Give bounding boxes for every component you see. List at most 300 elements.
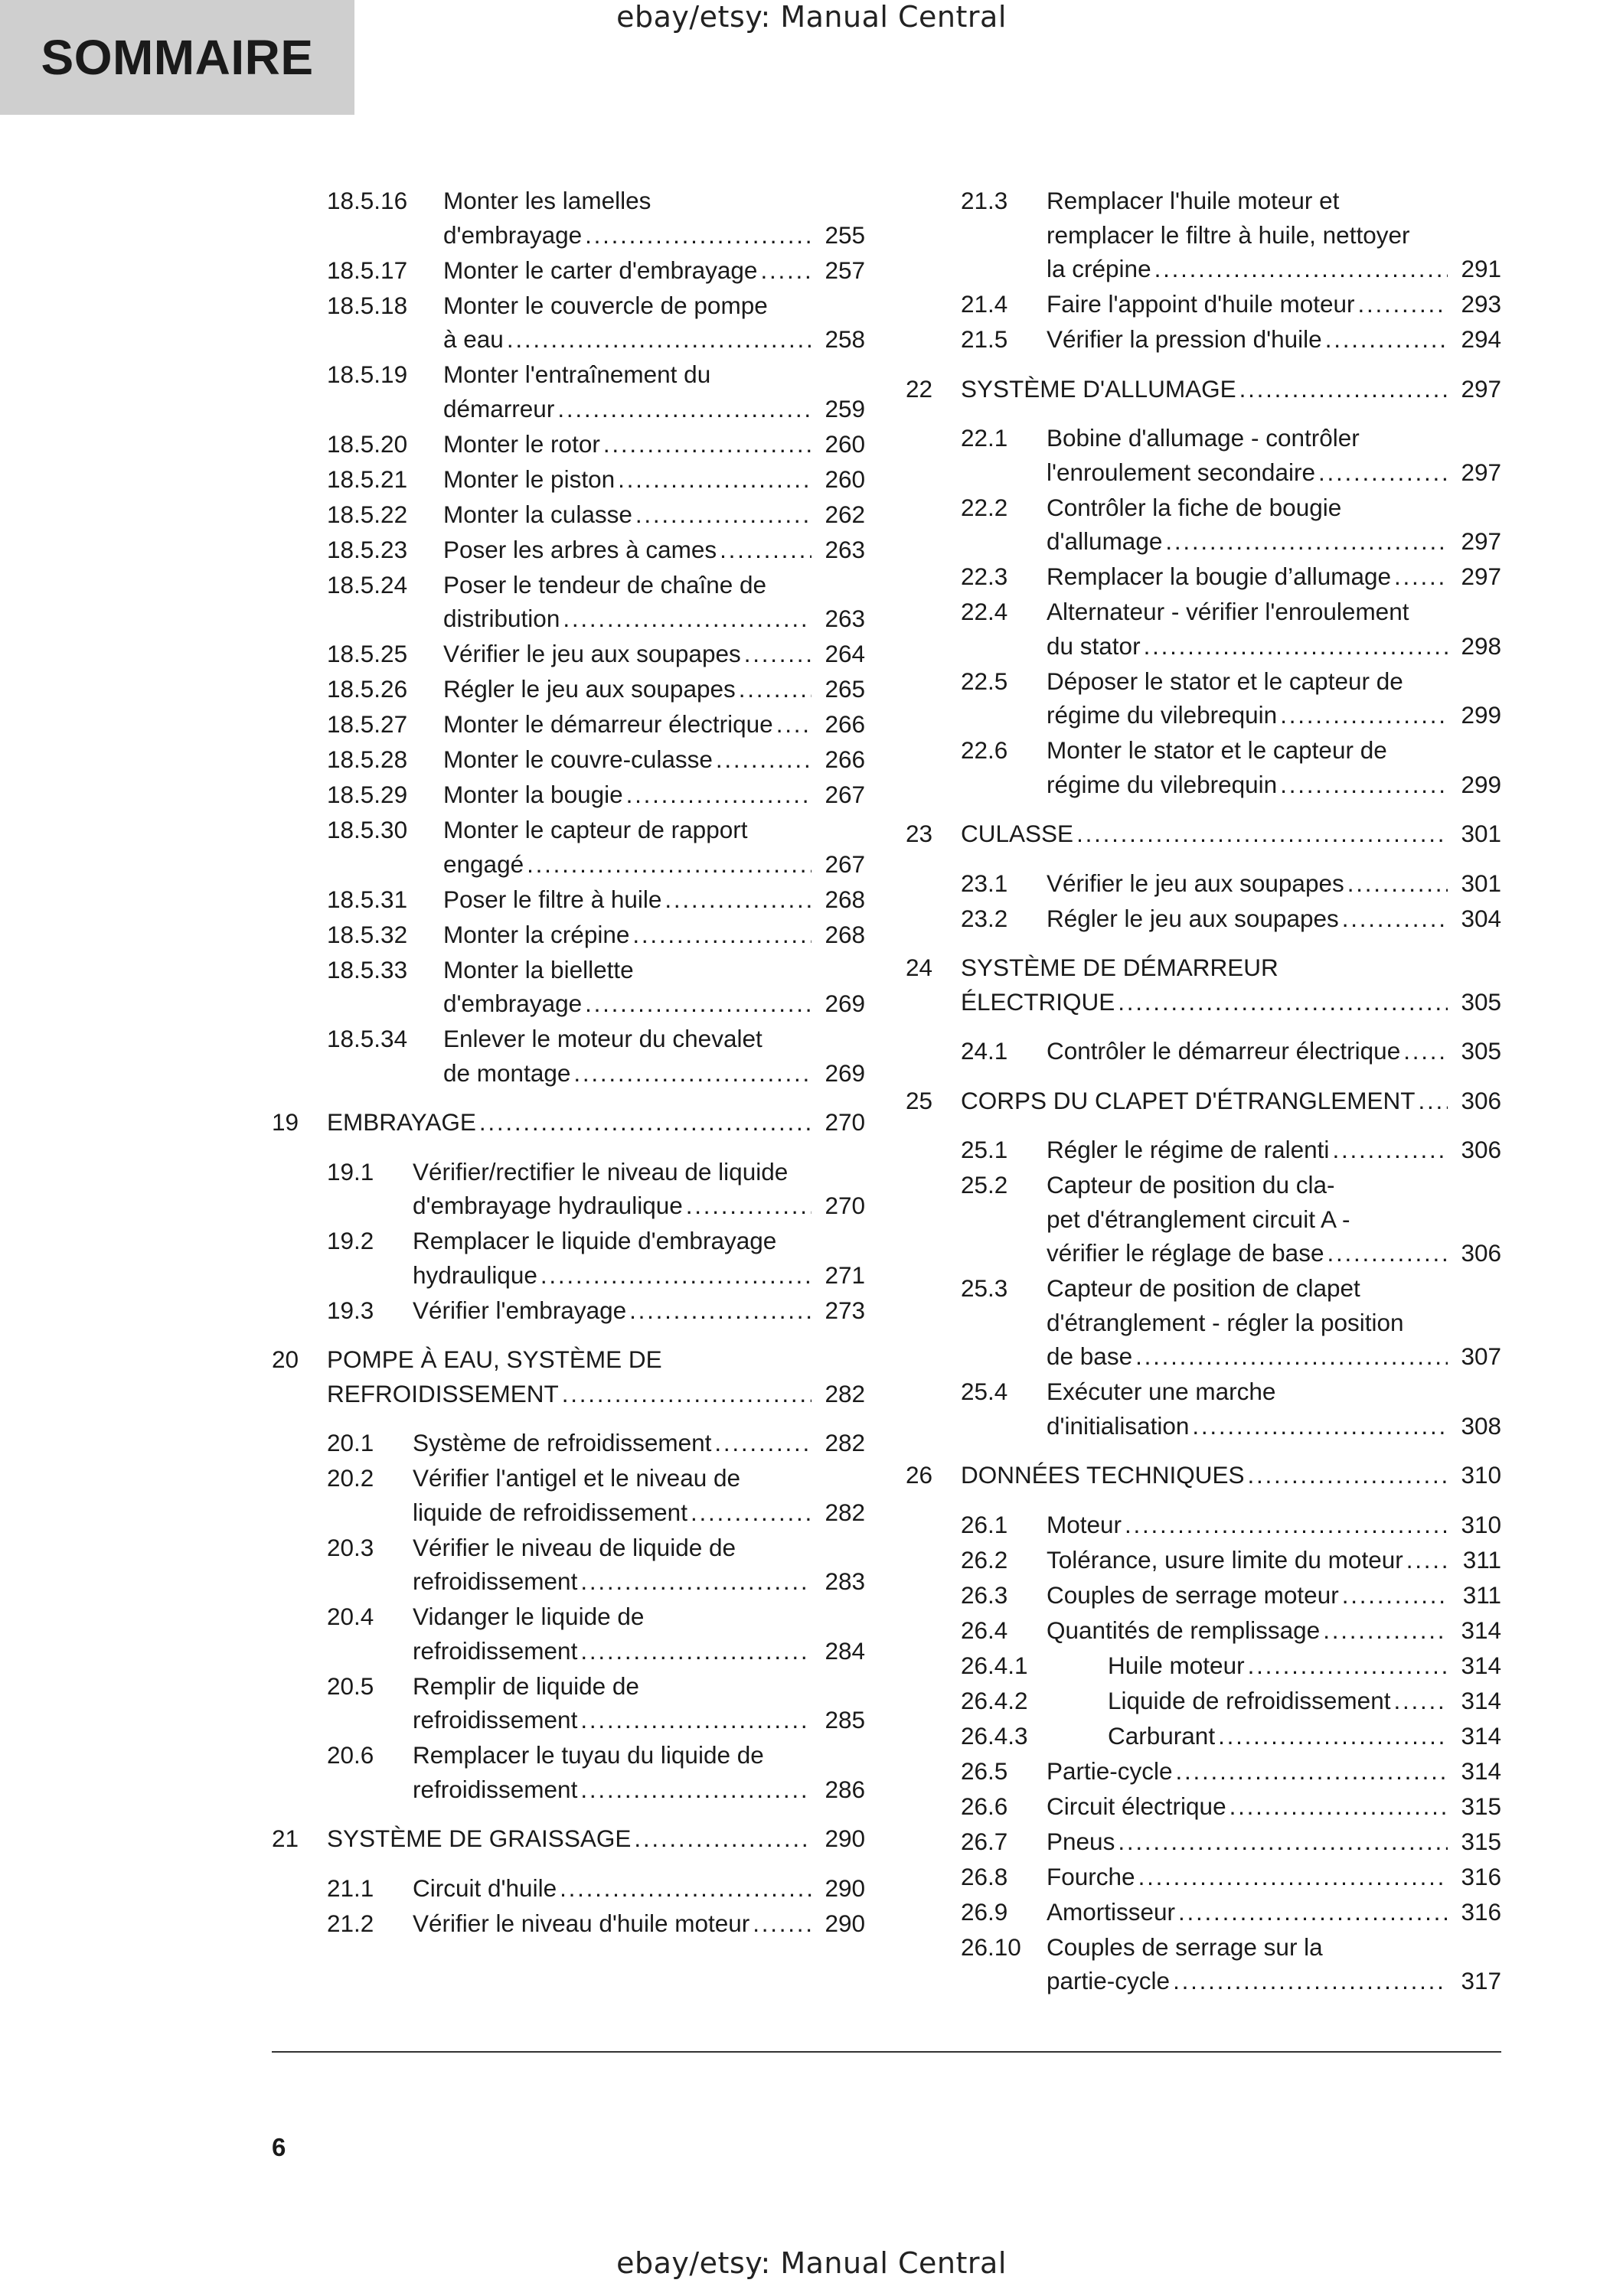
toc-entry-number: 25.4	[961, 1378, 1008, 1405]
toc-entry-body	[413, 1293, 865, 1328]
toc-entry-page: 282	[825, 1429, 865, 1456]
toc-leader-dots	[753, 1906, 812, 1941]
toc-entry-number: 20.3	[327, 1533, 374, 1561]
toc-entry-body	[1047, 1578, 1501, 1613]
toc-entry[interactable]	[272, 742, 865, 777]
toc-leader-dots	[585, 218, 812, 253]
toc-entry-title: Faire l'appoint d'huile moteur	[1047, 290, 1355, 318]
toc-leader-dots	[632, 918, 812, 952]
toc-entry-number: 18.5.21	[327, 465, 408, 493]
toc-entry[interactable]	[272, 1022, 865, 1090]
toc-entry-number: 18.5.17	[327, 256, 408, 284]
toc-entry-number: 26.4.2	[961, 1686, 1028, 1714]
toc-entry-body	[413, 1224, 865, 1292]
toc-entry-number: 18.5.31	[327, 885, 408, 913]
toc-entry[interactable]	[272, 253, 865, 288]
toc-entry[interactable]	[272, 1531, 865, 1599]
toc-leader-dots	[1406, 1543, 1448, 1577]
toc-entry-title: CORPS DU CLAPET D'ÉTRANGLEMENT	[961, 1086, 1416, 1114]
toc-entry-body	[1077, 1684, 1501, 1718]
toc-entry-body	[1047, 902, 1501, 936]
toc-entry-number: 18.5.29	[327, 781, 408, 808]
toc-entry[interactable]	[272, 707, 865, 742]
toc-entry-body	[1047, 559, 1501, 594]
toc-entry[interactable]	[906, 1578, 1501, 1613]
toc-leader-dots	[1135, 1339, 1448, 1374]
toc-entry-title: Monter le couvercle de pompe	[443, 291, 768, 319]
toc-entry-body	[1047, 1930, 1501, 1998]
toc-entry-title: Remplacer le tuyau du liquide de	[413, 1741, 764, 1769]
toc-entry-title: Monter le démarreur électrique	[443, 710, 773, 738]
toc-entry-number: 18.5.25	[327, 640, 408, 667]
toc-entry-title: Vérifier le jeu aux soupapes	[443, 640, 741, 667]
toc-entry[interactable]	[906, 1271, 1501, 1374]
toc-entry-title: refroidissement	[413, 1775, 578, 1803]
toc-entry-title: Couples de serrage sur la	[1047, 1932, 1323, 1961]
toc-entry-number: 20	[272, 1345, 299, 1373]
toc-entry[interactable]	[906, 1789, 1501, 1824]
toc-entry[interactable]	[906, 1084, 1501, 1118]
toc-entry-number: 24.1	[961, 1037, 1008, 1065]
toc-entry[interactable]	[272, 1600, 865, 1668]
toc-entry-body	[413, 1738, 865, 1806]
toc-entry[interactable]	[906, 1930, 1501, 1998]
toc-entry-body	[443, 953, 865, 1021]
toc-entry[interactable]	[906, 421, 1501, 489]
toc-entry-number: 25	[906, 1086, 933, 1114]
toc-entry[interactable]	[906, 491, 1501, 559]
toc-entry-page: 301	[1461, 869, 1501, 897]
toc-entry[interactable]	[906, 1649, 1501, 1683]
toc-entry-title: remplacer le filtre à huile, nettoyer	[1047, 220, 1410, 249]
toc-entry-page: 282	[825, 1379, 865, 1407]
toc-entry[interactable]	[272, 918, 865, 952]
toc-entry[interactable]	[272, 184, 865, 252]
toc-entry-body	[443, 813, 865, 881]
toc-entry-body	[1077, 1719, 1501, 1753]
toc-entry-number: 26.4.3	[961, 1721, 1028, 1750]
toc-entry-title: Monter la bougie	[443, 781, 623, 808]
toc-entry-title: Poser le tendeur de chaîne de	[443, 570, 767, 598]
toc-entry-title: pet d'étranglement circuit A -	[1047, 1205, 1350, 1233]
toc-entry-number: 19.1	[327, 1157, 374, 1186]
toc-entry[interactable]	[272, 1461, 865, 1529]
toc-entry[interactable]	[906, 902, 1501, 936]
toc-entry-body	[1047, 1754, 1501, 1789]
toc-entry-number: 26.2	[961, 1545, 1008, 1574]
toc-entry-title: partie-cycle	[1047, 1967, 1171, 1994]
toc-entry-page: 269	[825, 1058, 865, 1087]
toc-entry-title: Monter le stator et le capteur de	[1047, 736, 1387, 764]
toc-entry[interactable]	[272, 1669, 865, 1737]
toc-entry[interactable]	[906, 817, 1501, 851]
toc-entry[interactable]	[906, 1613, 1501, 1648]
watermark-bottom: ebay/etsy: Manual Central	[616, 2246, 1007, 2280]
toc-entry[interactable]	[272, 882, 865, 917]
toc-entry[interactable]	[272, 1821, 865, 1856]
toc-leader-dots	[1419, 1084, 1448, 1118]
toc-leader-dots	[563, 602, 812, 636]
toc-entry-body	[443, 778, 865, 812]
toc-entry[interactable]	[906, 1375, 1501, 1443]
toc-entry-title: Capteur de position du cla-	[1047, 1171, 1335, 1199]
toc-entry-number: 18.5.34	[327, 1025, 408, 1052]
toc-entry[interactable]	[272, 1293, 865, 1328]
toc-entry-number: 21	[272, 1825, 299, 1852]
toc-entry[interactable]	[906, 1543, 1501, 1577]
toc-entry-page: 314	[1461, 1651, 1501, 1679]
toc-leader-dots	[635, 497, 812, 532]
toc-leader-dots	[1323, 1613, 1448, 1648]
toc-entry-title: refroidissement	[413, 1636, 578, 1665]
toc-entry-body	[443, 462, 865, 497]
toc-entry[interactable]	[906, 1754, 1501, 1789]
toc-entry-title: Poser le filtre à huile	[443, 885, 662, 913]
toc-entry-page: 308	[1461, 1411, 1501, 1440]
toc-entry[interactable]	[906, 1825, 1501, 1859]
toc-entry[interactable]	[272, 289, 865, 357]
toc-entry-number: 18.5.18	[327, 291, 408, 319]
toc-entry-title: Moteur	[1047, 1510, 1122, 1538]
toc-entry[interactable]	[272, 1426, 865, 1460]
toc-entry-page: 316	[1461, 1862, 1501, 1890]
toc-entry-title: Carburant	[1108, 1721, 1216, 1750]
toc-entry-page: 304	[1461, 904, 1501, 932]
toc-leader-dots	[1178, 1895, 1448, 1929]
toc-entry-title: Vérifier le niveau d'huile moteur	[413, 1909, 750, 1937]
toc-entry-title: Vérifier l'antigel et le niveau de	[413, 1464, 741, 1492]
toc-leader-dots	[507, 322, 812, 357]
toc-entry-title: Contrôler la fiche de bougie	[1047, 493, 1342, 521]
toc-entry-page: 263	[825, 605, 865, 632]
toc-entry-title: Partie-cycle	[1047, 1756, 1173, 1785]
toc-entry[interactable]	[272, 1105, 865, 1140]
toc-entry[interactable]	[272, 637, 865, 671]
toc-entry-body	[413, 1426, 865, 1460]
toc-entry-page: 306	[1461, 1239, 1501, 1267]
toc-entry[interactable]	[906, 1719, 1501, 1753]
toc-entry[interactable]	[272, 813, 865, 881]
toc-leader-dots	[1218, 1719, 1448, 1753]
toc-leader-dots	[479, 1105, 812, 1140]
toc-leader-dots	[580, 1703, 812, 1737]
toc-entry-page: 269	[825, 990, 865, 1017]
toc-entry[interactable]	[906, 1895, 1501, 1929]
toc-entry-title: Pneus	[1047, 1827, 1115, 1855]
toc-entry-title: CULASSE	[961, 820, 1074, 847]
toc-entry-title: l'enroulement secondaire	[1047, 458, 1315, 486]
toc-entry[interactable]	[272, 1738, 865, 1806]
toc-entry-number: 26.1	[961, 1510, 1008, 1538]
toc-leader-dots	[776, 707, 812, 742]
toc-leader-dots	[573, 1056, 812, 1091]
toc-entry-number: 26.10	[961, 1932, 1021, 1961]
toc-entry-title: Liquide de refroidissement	[1108, 1686, 1391, 1714]
toc-entry[interactable]	[272, 533, 865, 567]
toc-entry-body	[1047, 1895, 1501, 1929]
toc-entry-number: 21.2	[327, 1909, 374, 1937]
toc-entry[interactable]	[906, 595, 1501, 663]
toc-entry-number: 23.2	[961, 904, 1008, 932]
toc-entry-page: 314	[1461, 1721, 1501, 1750]
toc-entry-number: 22	[906, 374, 933, 403]
toc-entry[interactable]	[906, 1860, 1501, 1894]
toc-entry-title: Vérifier le niveau de liquide de	[413, 1533, 736, 1561]
toc-right-column	[906, 184, 1501, 1999]
toc-entry-page: 311	[1462, 1545, 1501, 1574]
toc-leader-dots	[1118, 985, 1448, 1019]
toc-entry-title: Monter la biellette	[443, 955, 634, 983]
toc-entry-body	[413, 1531, 865, 1599]
toc-entry-title: refroidissement	[413, 1567, 578, 1595]
toc-entry[interactable]	[906, 951, 1501, 1019]
toc-entry-body	[1047, 1271, 1501, 1374]
toc-entry-number: 20.5	[327, 1671, 374, 1700]
toc-entry-number: 26.4	[961, 1616, 1008, 1644]
toc-entry-title: hydraulique	[413, 1261, 537, 1289]
toc-entry-title: Exécuter une marche	[1047, 1378, 1276, 1405]
toc-entry[interactable]	[272, 427, 865, 461]
toc-entry-body	[1047, 1508, 1501, 1542]
toc-entry-page: 284	[825, 1636, 865, 1665]
toc-entry-title: démarreur	[443, 394, 555, 422]
toc-entry[interactable]	[272, 1906, 865, 1941]
toc-leader-dots	[1342, 902, 1448, 936]
toc-entry-body	[443, 568, 865, 636]
toc-leader-dots	[580, 1634, 812, 1668]
toc-entry-number: 22.1	[961, 424, 1008, 452]
toc-entry[interactable]	[906, 1684, 1501, 1718]
toc-entry-page: 306	[1461, 1086, 1501, 1114]
toc-leader-dots	[1280, 698, 1448, 732]
toc-entry-body	[1047, 322, 1501, 357]
toc-entry-number: 23.1	[961, 869, 1008, 897]
toc-entry-number: 19.3	[327, 1296, 374, 1324]
toc-leader-dots	[1394, 559, 1448, 594]
toc-entry-page: 286	[825, 1775, 865, 1803]
toc-entry[interactable]	[272, 778, 865, 812]
toc-entry-page: 268	[825, 885, 865, 913]
toc-entry-number: 26.9	[961, 1897, 1008, 1926]
toc-entry-page: 307	[1461, 1342, 1501, 1370]
toc-entry[interactable]	[906, 372, 1501, 406]
toc-entry-body	[1047, 421, 1501, 489]
toc-entry[interactable]	[906, 287, 1501, 321]
toc-entry-body	[443, 882, 865, 917]
toc-entry-number: 22.6	[961, 736, 1008, 764]
toc-entry[interactable]	[906, 559, 1501, 594]
toc-entry-title: SYSTÈME D'ALLUMAGE	[961, 374, 1236, 403]
toc-leader-dots	[585, 987, 812, 1021]
toc-entry[interactable]	[272, 953, 865, 1021]
toc-entry-number: 18.5.19	[327, 360, 408, 388]
toc-leader-dots	[634, 1821, 812, 1856]
toc-entry-body	[1047, 595, 1501, 663]
toc-entry-body	[1077, 1649, 1501, 1683]
toc-entry-body	[327, 1105, 865, 1140]
toc-entry[interactable]	[906, 1458, 1501, 1492]
toc-entry-page: 270	[825, 1192, 865, 1219]
toc-entry-page: 306	[1461, 1136, 1501, 1163]
toc-entry[interactable]	[272, 462, 865, 497]
toc-entry-page: 273	[825, 1296, 865, 1324]
toc-entry-title: Alternateur - vérifier l'enroulement	[1047, 598, 1409, 625]
toc-entry-title: Remplacer la bougie d’allumage	[1047, 563, 1392, 590]
toc-entry-page: 297	[1461, 458, 1501, 486]
toc-leader-dots	[1393, 1684, 1448, 1718]
toc-entry-title: Monter la crépine	[443, 920, 630, 948]
toc-entry-page: 283	[825, 1567, 865, 1595]
toc-entry-page: 298	[1461, 631, 1501, 660]
toc-entry-title: Monter le capteur de rapport	[443, 816, 748, 843]
toc-entry-title: Vérifier l'embrayage	[413, 1296, 627, 1324]
toc-entry-page: 259	[825, 394, 865, 422]
toc-entry-number: 19	[272, 1108, 299, 1136]
toc-entry-title: SYSTÈME DE DÉMARREUR	[961, 954, 1278, 981]
toc-leader-dots	[527, 847, 812, 882]
toc-entry-title: Système de refroidissement	[413, 1429, 712, 1456]
toc-entry-title: Huile moteur	[1108, 1651, 1245, 1679]
toc-entry-page: 262	[825, 500, 865, 528]
toc-entry-page: 260	[825, 465, 865, 493]
toc-entry-number: 25.2	[961, 1171, 1008, 1199]
toc-entry-title: Déposer le stator et le capteur de	[1047, 667, 1403, 695]
toc-entry[interactable]	[906, 322, 1501, 357]
toc-entry-title: la crépine	[1047, 255, 1151, 282]
toc-entry-title: Monter le couvre-culasse	[443, 745, 713, 773]
toc-entry-title: Remplir de liquide de	[413, 1671, 639, 1700]
toc-entry-number: 18.5.28	[327, 745, 408, 773]
toc-entry-body	[1047, 1034, 1501, 1068]
toc-entry-number: 21.4	[961, 290, 1008, 318]
toc-entry[interactable]	[272, 1155, 865, 1223]
toc-entry-body	[1047, 287, 1501, 321]
toc-entry-number: 25.3	[961, 1274, 1008, 1302]
toc-leader-dots	[744, 637, 812, 671]
toc-entry-title: Monter le carter d'embrayage	[443, 256, 758, 284]
toc-entry[interactable]	[906, 1133, 1501, 1167]
toc-entry-body	[413, 1906, 865, 1941]
toc-leader-dots	[540, 1258, 812, 1293]
toc-entry-body	[443, 672, 865, 706]
toc-entry-title: Vérifier le jeu aux soupapes	[1047, 869, 1344, 897]
toc-entry-body	[443, 253, 865, 288]
toc-entry[interactable]	[272, 568, 865, 636]
toc-entry-body	[961, 817, 1501, 851]
toc-entry-body	[1047, 1789, 1501, 1824]
toc-entry-title: POMPE À EAU, SYSTÈME DE	[327, 1345, 662, 1373]
toc-entry-number: 22.3	[961, 563, 1008, 590]
toc-leader-dots	[1144, 629, 1448, 664]
toc-entry-body	[1047, 1375, 1501, 1443]
toc-entry[interactable]	[272, 1871, 865, 1906]
toc-entry-title: Poser les arbres à cames	[443, 535, 717, 563]
toc-entry[interactable]	[906, 866, 1501, 901]
toc-entry[interactable]	[272, 1342, 865, 1411]
toc-entry-title: régime du vilebrequin	[1047, 770, 1278, 798]
toc-entry-title: Tolérance, usure limite du moteur	[1047, 1545, 1403, 1574]
toc-entry-title: engagé	[443, 850, 524, 878]
toc-leader-dots	[1327, 1236, 1448, 1270]
toc-entry-title: d'embrayage	[443, 990, 583, 1017]
toc-entry[interactable]	[906, 664, 1501, 732]
toc-entry[interactable]	[272, 357, 865, 426]
toc-entry[interactable]	[906, 1508, 1501, 1542]
toc-entry-page: 314	[1461, 1616, 1501, 1644]
toc-entry-page: 297	[1461, 563, 1501, 590]
toc-entry-number: 20.2	[327, 1464, 374, 1492]
toc-leader-dots	[714, 1426, 812, 1460]
toc-entry[interactable]	[272, 1224, 865, 1292]
toc-entry-title: Vidanger le liquide de	[413, 1603, 645, 1630]
toc-leader-dots	[580, 1564, 812, 1599]
toc-entry-page: 315	[1461, 1792, 1501, 1820]
toc-entry[interactable]	[272, 672, 865, 706]
toc-entry-title: refroidissement	[413, 1706, 578, 1733]
toc-entry-title: Quantités de remplissage	[1047, 1616, 1321, 1644]
toc-leader-dots	[557, 392, 812, 426]
toc-entry-title: d'étranglement - régler la position	[1047, 1308, 1404, 1336]
toc-entry-number: 26.5	[961, 1756, 1008, 1785]
toc-entry-page: 257	[825, 256, 865, 284]
toc-entry[interactable]	[906, 733, 1501, 801]
toc-entry-body	[413, 1461, 865, 1529]
toc-entry-page: 314	[1461, 1686, 1501, 1714]
toc-entry-number: 21.3	[961, 187, 1008, 214]
toc-entry-title: Régler le jeu aux soupapes	[1047, 904, 1339, 932]
toc-entry-title: Monter le rotor	[443, 429, 600, 458]
toc-entry-title: d'initialisation	[1047, 1411, 1190, 1440]
page-number: 6	[272, 2133, 286, 2161]
toc-entry-title: régime du vilebrequin	[1047, 701, 1278, 729]
toc-entry-page: 266	[825, 745, 865, 773]
toc-entry[interactable]	[272, 497, 865, 532]
toc-entry-number: 19.2	[327, 1227, 374, 1254]
toc-entry-title: ÉLECTRIQUE	[961, 987, 1115, 1016]
toc-entry-title: Remplacer l'huile moteur et	[1047, 187, 1340, 214]
toc-leader-dots	[1347, 866, 1448, 901]
toc-entry-body	[443, 497, 865, 532]
toc-entry-number: 18.5.27	[327, 710, 408, 738]
toc-leader-dots	[1118, 1825, 1448, 1859]
toc-entry[interactable]	[906, 1168, 1501, 1270]
toc-entry-title: du stator	[1047, 631, 1141, 660]
toc-entry-page: 305	[1461, 987, 1501, 1016]
toc-leader-dots	[626, 778, 812, 812]
section-title: SOMMAIRE	[41, 30, 314, 85]
toc-entry-page: 293	[1461, 290, 1501, 318]
toc-entry-page: 258	[825, 325, 865, 353]
toc-entry-number: 26.7	[961, 1827, 1008, 1855]
toc-entry-page: 316	[1461, 1897, 1501, 1926]
toc-entry-body	[1047, 1543, 1501, 1577]
toc-entry-page: 294	[1461, 325, 1501, 353]
toc-entry-page: 265	[825, 675, 865, 703]
toc-entry[interactable]	[906, 1034, 1501, 1068]
toc-entry-number: 22.2	[961, 493, 1008, 521]
toc-entry-page: 297	[1461, 527, 1501, 555]
toc-leader-dots	[1125, 1508, 1448, 1542]
toc-entry-page: 310	[1461, 1510, 1501, 1538]
toc-entry-title: de base	[1047, 1342, 1133, 1370]
toc-entry-number: 25.1	[961, 1136, 1008, 1163]
toc-entry-body	[1047, 733, 1501, 801]
toc-entry-body	[443, 707, 865, 742]
toc-entry-title: Monter la culasse	[443, 500, 632, 528]
toc-entry-page: 297	[1461, 374, 1501, 403]
toc-entry[interactable]	[906, 184, 1501, 286]
toc-entry-number: 20.1	[327, 1429, 374, 1456]
